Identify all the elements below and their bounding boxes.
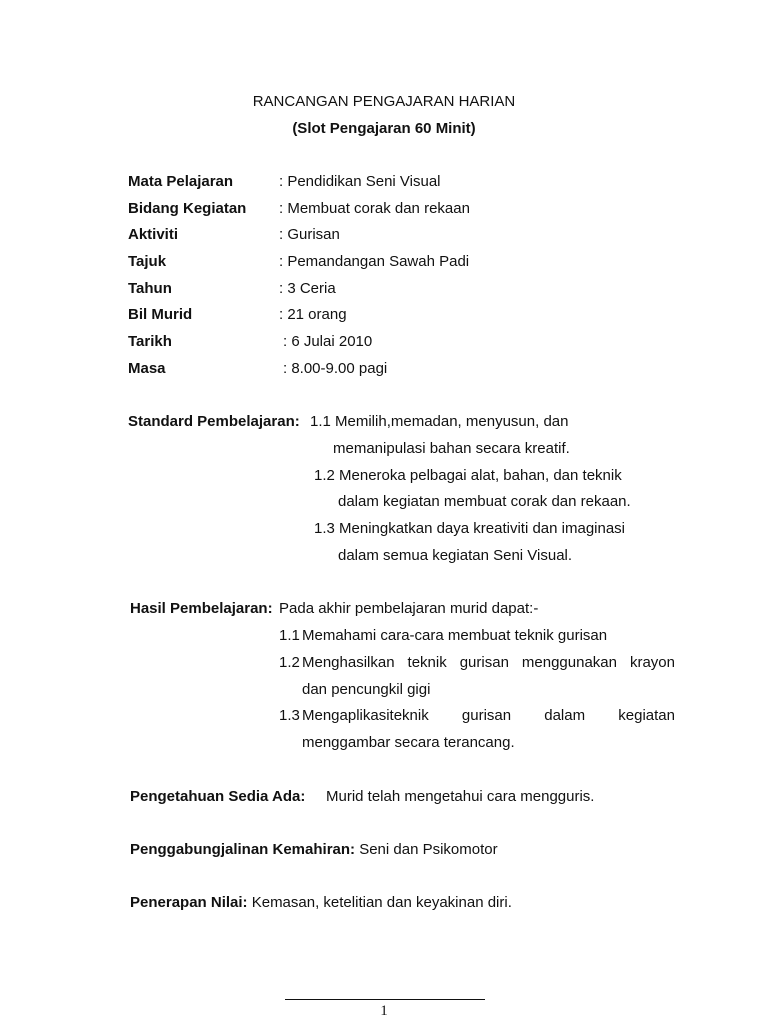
standard-line-5: 1.3 Meningkatkan daya kreativiti dan imaginasi (314, 520, 626, 537)
info-value-tahun: : 3 Ceria (279, 280, 336, 297)
penggabungjalinan-label: Penggabungjalinan Kemahiran: (130, 841, 356, 858)
hasil-item-word: kegiatan (618, 707, 675, 724)
standard-line-3: 1.2 Meneroka pelbagai alat, bahan, dan teknik (314, 467, 622, 484)
hasil-item-word: gurisan (461, 707, 512, 724)
hasil-item-word: Menghasilkan (302, 654, 395, 671)
hasil-item-number: 1.3 (279, 707, 300, 724)
info-value-mata-pelajaran: : Pendidikan Seni Visual (279, 173, 441, 190)
info-value-tajuk: : Pemandangan Sawah Padi (279, 253, 470, 270)
penerapan-value: Kemasan, ketelitian dan keyakinan diri. (251, 894, 512, 911)
info-value-masa: : 8.00-9.00 pagi (283, 360, 388, 377)
hasil-item-text (302, 707, 675, 724)
standard-line-1: 1.1 Memilih,memadan, menyusun, dan (310, 413, 569, 430)
standard-line-2: memanipulasi bahan secara kreatif. (333, 440, 570, 457)
penerapan-label: Penerapan Nilai: (130, 894, 248, 911)
hasil-intro: Pada akhir pembelajaran murid dapat:- (279, 600, 539, 617)
standard-line-6: dalam semua kegiatan Seni Visual. (338, 547, 573, 564)
hasil-item-continuation: menggambar secara terancang. (302, 734, 515, 751)
penggabungjalinan-row (130, 841, 498, 858)
pengetahuan-label: Pengetahuan Sedia Ada: (130, 788, 306, 805)
standard-line-4: dalam kegiatan membuat corak dan rekaan. (338, 493, 631, 510)
document-subtitle: (Slot Pengajaran 60 Minit) (292, 120, 476, 137)
document-title: RANCANGAN PENGAJARAN HARIAN (252, 93, 516, 110)
hasil-item-word: menggunakan (521, 654, 617, 671)
penggabungjalinan-value: Seni dan Psikomotor (359, 841, 498, 858)
info-label-aktiviti: Aktiviti (128, 226, 179, 243)
info-value-bidang-kegiatan: : Membuat corak dan rekaan (279, 200, 470, 217)
hasil-item-text: Memahami cara-cara membuat teknik gurisan (302, 627, 608, 644)
hasil-item-word: krayon (629, 654, 675, 671)
hasil-item-word: Mengaplikasiteknik (302, 707, 429, 724)
info-value-bil-murid: : 21 orang (279, 306, 347, 323)
info-value-tarikh: : 6 Julai 2010 (283, 333, 373, 350)
hasil-label: Hasil Pembelajaran: (130, 600, 273, 617)
info-label-mata-pelajaran: Mata Pelajaran (128, 173, 234, 190)
pengetahuan-value: Murid telah mengetahui cara mengguris. (326, 788, 595, 805)
info-label-bil-murid: Bil Murid (128, 306, 193, 323)
info-label-tahun: Tahun (128, 280, 172, 297)
footer-rule (285, 999, 485, 1000)
info-label-masa: Masa (128, 360, 166, 377)
hasil-item-word: gurisan (459, 654, 509, 671)
hasil-item-number: 1.1 (279, 627, 300, 644)
info-label-tajuk: Tajuk (128, 253, 167, 270)
info-value-aktiviti: : Gurisan (279, 226, 340, 243)
page-number: 1 (380, 1003, 388, 1019)
info-label-bidang-kegiatan: Bidang Kegiatan (128, 200, 247, 217)
hasil-item-continuation: dan pencungkil gigi (302, 681, 431, 698)
info-label-tarikh: Tarikh (128, 333, 172, 350)
hasil-item-word: teknik (407, 654, 447, 671)
hasil-item-number: 1.2 (279, 654, 300, 671)
standard-label: Standard Pembelajaran: (128, 413, 300, 430)
hasil-item-text (302, 654, 675, 671)
penerapan-row (130, 894, 512, 911)
hasil-item-word: dalam (544, 707, 586, 724)
